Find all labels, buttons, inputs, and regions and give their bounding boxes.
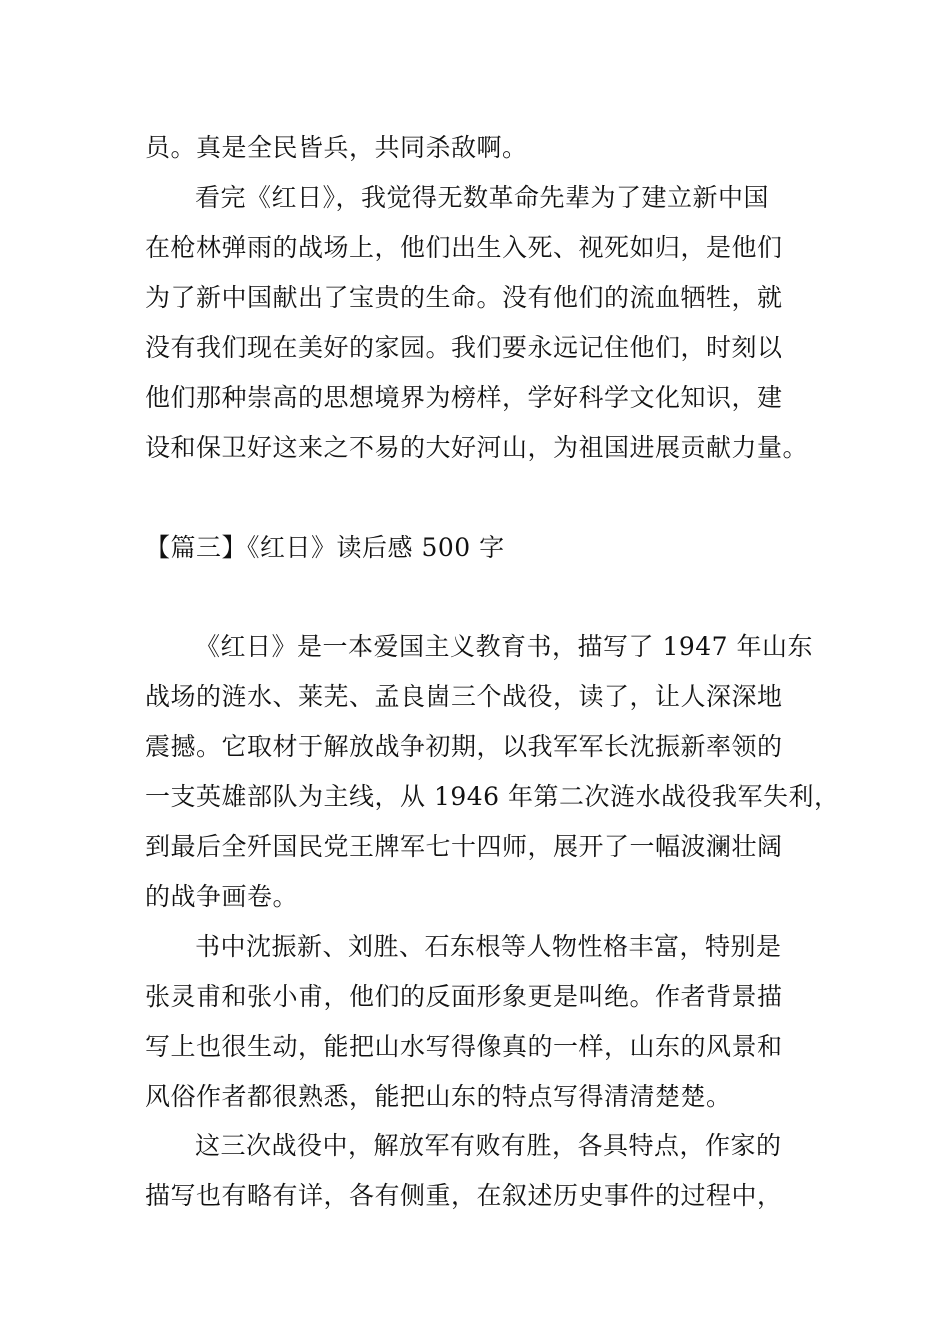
paragraph-line: 看完《红日》，我觉得无数革命先辈为了建立新中国 [195, 183, 770, 212]
paragraph-line: 一支英雄部队为主线，从 1946 年第二次涟水战役我军失利， [145, 782, 840, 811]
paragraph-line: 张灵甫和张小甫，他们的反面形象更是叫绝。作者背景描 [145, 982, 783, 1011]
paragraph-line: 描写也有略有详，各有侧重，在叙述历史事件的过程中， [145, 1181, 783, 1210]
paragraph-line: 这三次战役中，解放军有败有胜，各具特点，作家的 [195, 1131, 782, 1160]
paragraph-line: 风俗作者都很熟悉，能把山东的特点写得清清楚楚。 [145, 1082, 732, 1111]
section-heading: 【篇三】《红日》读后感 500 字 [145, 533, 505, 562]
paragraph-line: 设和保卫好这来之不易的大好河山，为祖国进展贡献力量。 [145, 433, 809, 462]
paragraph-line: 在枪林弹雨的战场上，他们出生入死、视死如归，是他们 [145, 233, 783, 262]
paragraph-line: 到最后全歼国民党王牌军七十四师，展开了一幅波澜壮阔 [145, 832, 783, 861]
paragraph-line: 员。真是全民皆兵，共同杀敌啊。 [145, 133, 528, 162]
paragraph-line: 为了新中国献出了宝贵的生命。没有他们的流血牺牲，就 [145, 283, 783, 312]
paragraph-line: 写上也很生动，能把山水写得像真的一样，山东的风景和 [145, 1032, 783, 1061]
paragraph-line: 没有我们现在美好的家园。我们要永远记住他们，时刻以 [145, 333, 783, 362]
paragraph-line: 战场的涟水、莱芜、孟良崮三个战役，读了，让人深深地 [145, 682, 783, 711]
paragraph-line: 震撼。它取材于解放战争初期，以我军军长沈振新率领的 [145, 732, 783, 761]
paragraph-line: 《红日》是一本爱国主义教育书，描写了 1947 年山东 [195, 632, 814, 661]
paragraph-line: 书中沈振新、刘胜、石东根等人物性格丰富，特别是 [195, 932, 782, 961]
paragraph-line: 的战争画卷。 [145, 882, 299, 911]
paragraph-line: 他们那种崇高的思想境界为榜样，学好科学文化知识，建 [145, 383, 783, 412]
